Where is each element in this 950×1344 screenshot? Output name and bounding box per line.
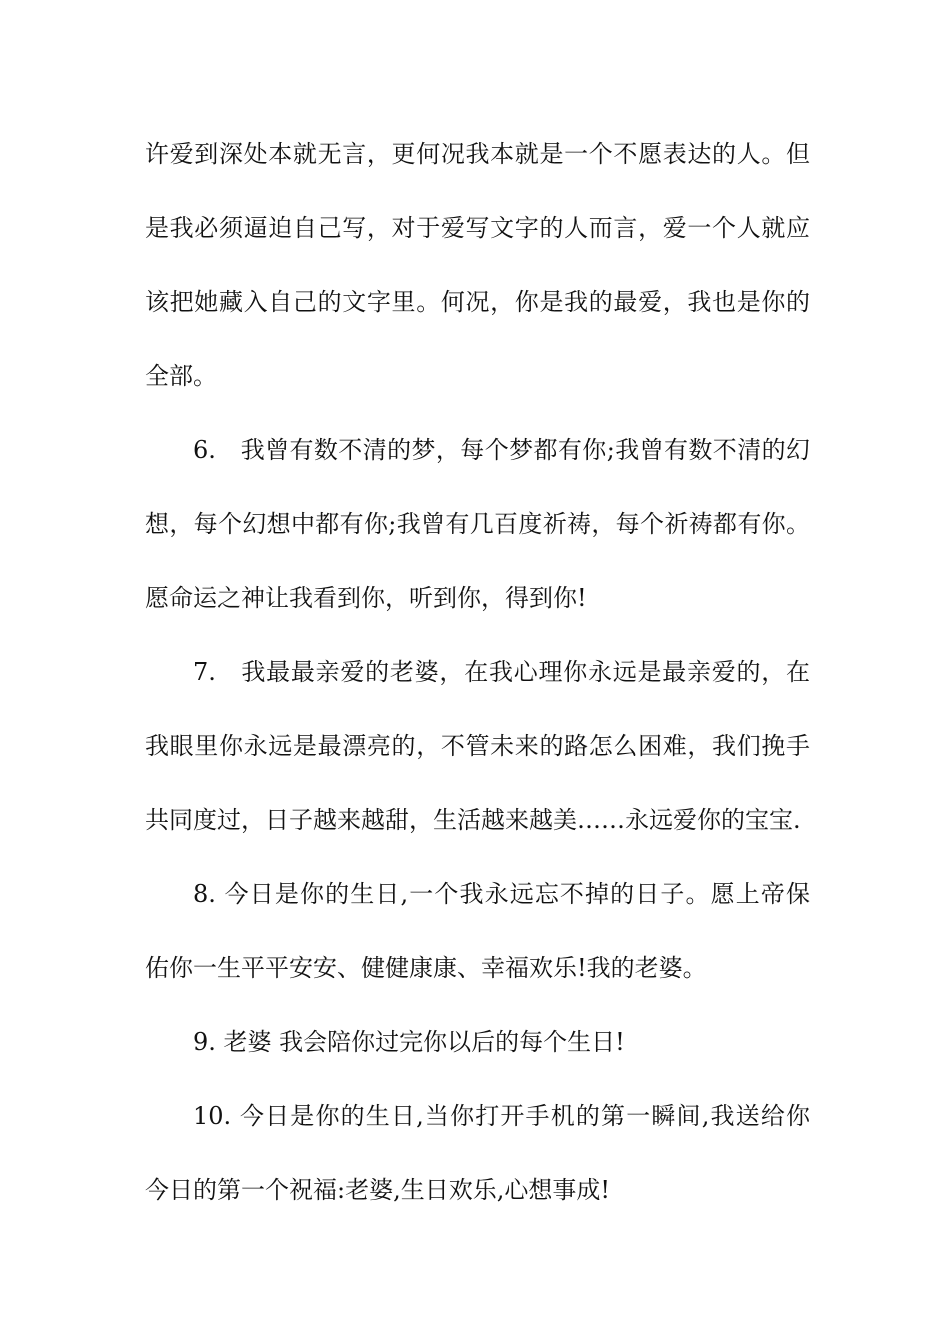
list-item-6-line: 6. 我曾有数不清的梦，每个梦都有你;我曾有数不清的幻 (193, 436, 810, 464)
list-item-7-line: 7. 我最最亲爱的老婆，在我心理你永远是最亲爱的，在 (193, 658, 810, 686)
text-line: 是我必须逼迫自己写，对于爱写文字的人而言，爱一个人就应 (145, 214, 810, 242)
text-line: 想，每个幻想中都有你;我曾有几百度祈祷，每个祈祷都有你。 (145, 510, 810, 538)
text-line: 我眼里你永远是最漂亮的，不管未来的路怎么困难，我们挽手 (145, 732, 810, 760)
text-line: 全部。 (145, 362, 217, 390)
text-line: 共同度过，日子越来越甜，生活越来越美……永远爱你的宝宝. (145, 806, 801, 834)
list-item-9-line: 9. 老婆 我会陪你过完你以后的每个生日! (193, 1028, 625, 1056)
list-item-10-line: 10. 今日是你的生日,当你打开手机的第一瞬间,我送给你 (193, 1102, 810, 1130)
text-line: 佑你一生平平安安、健健康康、幸福欢乐!我的老婆。 (145, 954, 707, 982)
text-line: 该把她藏入自己的文字里。何况，你是我的最爱，我也是你的 (145, 288, 810, 316)
text-line: 愿命运之神让我看到你，听到你，得到你! (145, 584, 587, 612)
text-line: 许爱到深处本就无言，更何况我本就是一个不愿表达的人。但 (145, 140, 810, 168)
text-line: 今日的第一个祝福:老婆,生日欢乐,心想事成! (145, 1176, 610, 1204)
body-text (145, 128, 810, 1238)
list-item-8-line: 8. 今日是你的生日,一个我永远忘不掉的日子。愿上帝保 (193, 880, 810, 908)
